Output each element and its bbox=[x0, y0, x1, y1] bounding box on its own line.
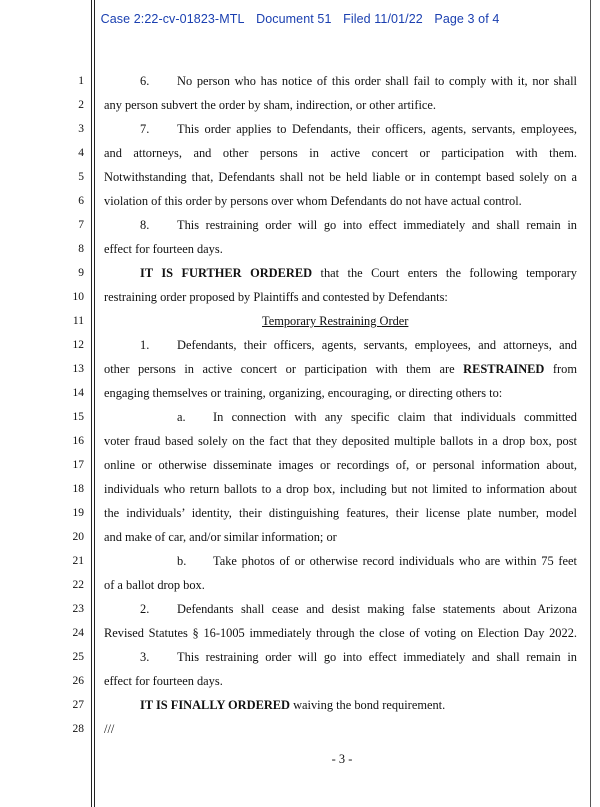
body-line-17: online or otherwise disseminate images or recordings of, or personal information about, bbox=[104, 458, 577, 472]
page-number: - 3 - bbox=[331, 752, 353, 766]
body-line-24: Revised Statutes § 16-1005 immediately through the close of voting on Election Day 2022. bbox=[104, 626, 577, 640]
body-line-5: Notwithstanding that, Defendants shall not be held liable or in contempt based solely on a bbox=[104, 170, 577, 184]
subpara-b-letter: b. bbox=[177, 554, 187, 568]
filed-date: Filed 11/01/22 bbox=[343, 12, 423, 26]
tro-para-3-number: 3. bbox=[140, 650, 150, 664]
line-number: 18 bbox=[72, 483, 84, 495]
tro-heading: Temporary Restraining Order bbox=[262, 314, 409, 328]
right-margin-rule bbox=[590, 0, 591, 807]
document-header bbox=[0, 12, 600, 26]
para-7-number: 7. bbox=[140, 122, 150, 136]
line-number: 9 bbox=[78, 267, 84, 279]
tro-para-2-number: 2. bbox=[140, 602, 150, 616]
page-indicator: Page 3 of 4 bbox=[434, 12, 500, 26]
tro-para-1-number: 1. bbox=[140, 338, 150, 352]
para-8-number: 8. bbox=[140, 218, 150, 232]
body-line-2: any person subvert the order by sham, indirection, or other artifice. bbox=[104, 98, 437, 112]
left-margin-rule-inner bbox=[94, 0, 95, 807]
line-number: 21 bbox=[72, 555, 84, 567]
body-line-15: In connection with any specific claim that individuals committed bbox=[213, 410, 577, 424]
line-number: 25 bbox=[72, 651, 84, 663]
body-line-21: Take photos of or otherwise record individuals who are within 75 feet bbox=[213, 554, 577, 568]
line-number: 12 bbox=[72, 339, 84, 351]
line-number: 17 bbox=[72, 459, 84, 471]
body-line-19: the individuals’ identity, their distinguishing features, their license plate number, model bbox=[104, 506, 577, 520]
body-line-25: This restraining order will go into effect immediately and shall remain in bbox=[177, 650, 577, 664]
line-number: 26 bbox=[72, 675, 84, 687]
line-number: 15 bbox=[72, 411, 84, 423]
body-line-12: Defendants, their officers, agents, servants, employees, and attorneys, and bbox=[177, 338, 577, 352]
line-number: 7 bbox=[78, 219, 84, 231]
body-line-23: Defendants shall cease and desist making false statements about Arizona bbox=[177, 602, 577, 616]
line-number: 14 bbox=[72, 387, 84, 399]
body-line-27: IT IS FINALLY ORDERED waiving the bond requirement. bbox=[140, 698, 446, 712]
line-number: 19 bbox=[72, 507, 84, 519]
line-number: 23 bbox=[72, 603, 84, 615]
finally-ordered-heading: IT IS FINALLY ORDERED bbox=[140, 698, 290, 712]
line-number: 6 bbox=[78, 195, 84, 207]
body-line-16: voter fraud based solely on the fact that they deposited multiple ballots in a drop box, post bbox=[104, 434, 577, 448]
line-number: 22 bbox=[72, 579, 84, 591]
line-number: 27 bbox=[72, 699, 84, 711]
line-number: 24 bbox=[72, 627, 84, 639]
line-number: 3 bbox=[78, 123, 84, 135]
body-line-9: IT IS FURTHER ORDERED that the Court enters the following temporary bbox=[140, 266, 577, 280]
line-number: 13 bbox=[72, 363, 84, 375]
para-6-number: 6. bbox=[140, 74, 150, 88]
line-number: 10 bbox=[72, 291, 84, 303]
line-number: 16 bbox=[72, 435, 84, 447]
body-line-28: /// bbox=[104, 722, 115, 736]
line-number: 20 bbox=[72, 531, 84, 543]
line-number: 5 bbox=[78, 171, 84, 183]
body-line-26: effect for fourteen days. bbox=[104, 674, 223, 688]
body-line-6: violation of this order by persons over whom Defendants do not have actual control. bbox=[104, 194, 522, 208]
body-line-3: This order applies to Defendants, their officers, agents, servants, employees, bbox=[177, 122, 577, 136]
line-number: 8 bbox=[78, 243, 84, 255]
left-margin-rule bbox=[91, 0, 92, 807]
line-number: 11 bbox=[72, 315, 84, 327]
body-line-1: No person who has notice of this order shall fail to comply with it, nor shall bbox=[177, 74, 577, 88]
body-line-8: effect for fourteen days. bbox=[104, 242, 223, 256]
subpara-a-letter: a. bbox=[177, 410, 186, 424]
body-line-13: other persons in active concert or participation with them are RESTRAINED from bbox=[104, 362, 577, 376]
line-number: 1 bbox=[78, 75, 84, 87]
restrained-term: RESTRAINED bbox=[463, 362, 545, 376]
line-number: 2 bbox=[78, 99, 84, 111]
body-line-22: of a ballot drop box. bbox=[104, 578, 205, 592]
further-ordered-heading: IT IS FURTHER ORDERED bbox=[140, 266, 313, 280]
body-line-4: and attorneys, and other persons in active concert or participation with them. bbox=[104, 146, 577, 160]
body-line-10: restraining order proposed by Plaintiffs and contested by Defendants: bbox=[104, 290, 448, 304]
body-line-7: This restraining order will go into effect immediately and shall remain in bbox=[177, 218, 577, 232]
line-number: 4 bbox=[78, 147, 84, 159]
body-line-14: engaging themselves or training, organizing, encouraging, or directing others to: bbox=[104, 386, 503, 400]
document-number: Document 51 bbox=[256, 12, 332, 26]
body-line-20: and make of car, and/or similar information; or bbox=[104, 530, 337, 544]
line-number: 28 bbox=[72, 723, 84, 735]
case-number: Case 2:22-cv-01823-MTL bbox=[100, 12, 245, 26]
body-line-18: individuals who return ballots to a drop box, including but not limited to information about bbox=[104, 482, 577, 496]
